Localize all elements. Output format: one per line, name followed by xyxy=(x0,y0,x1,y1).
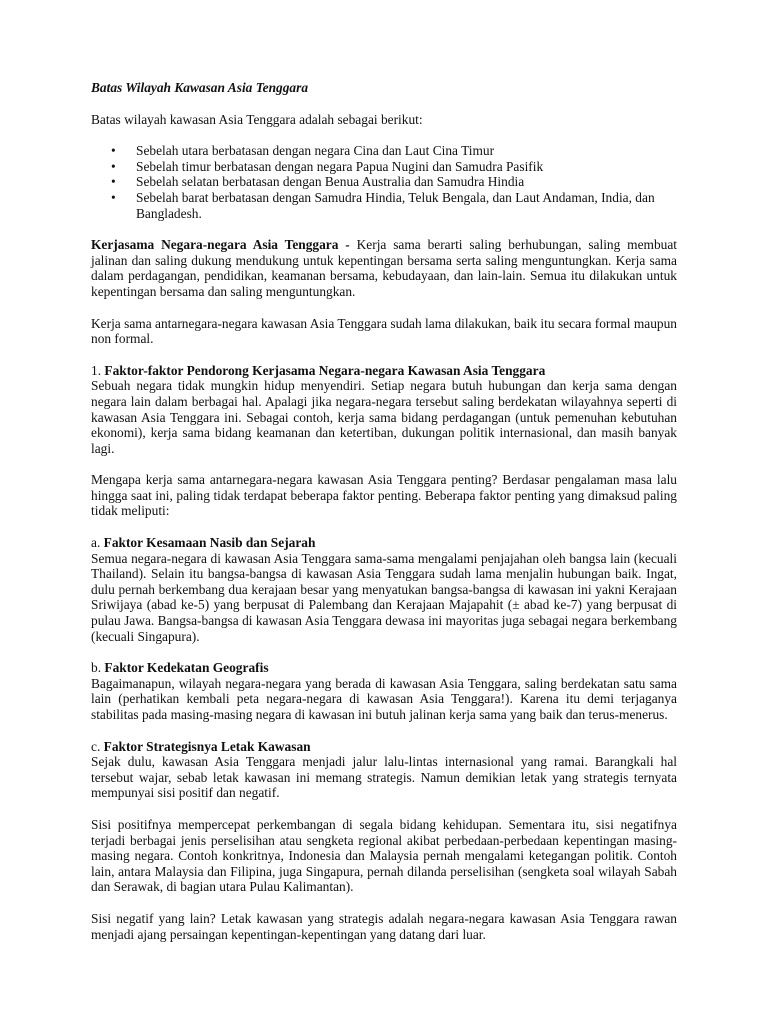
paragraph-mengapa: Mengapa kerja sama antarnegara-negara kawasan Asia Tenggara penting? Berdasar pengalaman masa lalu hingga saat ini, paling tidak terdapat beberapa faktor penting. Beberapa faktor penting yang dimaksud paling tidak meliputi: xyxy=(91,472,677,519)
section-1-heading xyxy=(91,363,677,379)
intro-paragraph: Batas wilayah kawasan Asia Tenggara adalah sebagai berikut: xyxy=(91,111,423,127)
section-b xyxy=(91,660,677,722)
section-b-title: Faktor Kedekatan Geografis xyxy=(104,660,269,676)
border-item-west: • Sebelah barat berbatasan dengan Samudra Hindia, Teluk Bengala, dan Laut Andaman, India, dan Bangladesh. xyxy=(136,190,677,221)
section-b-heading xyxy=(91,660,677,676)
section-1-body: Sebuah negara tidak mungkin hidup menyendiri. Setiap negara butuh hubungan dan kerja sama dengan negara lain dalam berbagai hal. Apalagi jika negara-negara tersebut saling berdekatan wilayahnya seperti di kawasan Asia Tenggara ini. Sebagai contoh, kerja sama bidang perdagangan (untuk pemenuhan kebutuhan ekonomi), kerja sama bidang keamanan dan ketertiban, dukungan politik internasional, dan masih banyak lagi. xyxy=(91,378,677,456)
section-1-number: 1. xyxy=(91,362,105,378)
kerjasama-heading: Kerjasama Negara-negara Asia Tenggara - xyxy=(91,237,350,253)
document-title: Batas Wilayah Kawasan Asia Tenggara xyxy=(91,80,309,95)
kerjasama-paragraph xyxy=(91,237,677,299)
section-b-number: b. xyxy=(91,660,105,676)
section-c-title: Faktor Strategisnya Letak Kawasan xyxy=(103,738,311,754)
border-item-south: • Sebelah selatan berbatasan dengan Benua Australia dan Samudra Hindia xyxy=(136,174,677,190)
section-a-title: Faktor Kesamaan Nasib dan Sejarah xyxy=(103,535,316,551)
section-c-heading xyxy=(91,739,677,755)
border-list xyxy=(91,143,677,221)
section-1-title: Faktor-faktor Pendorong Kerjasama Negara-negara Kawasan Asia Tenggara xyxy=(104,362,546,378)
border-item-east: • Sebelah timur berbatasan dengan negara Papua Nugini dan Samudra Pasifik xyxy=(136,159,677,175)
section-c xyxy=(91,739,677,801)
border-item-north: • Sebelah utara berbatasan dengan negara Cina dan Laut Cina Timur xyxy=(136,143,677,159)
kerjasama-text: Kerja sama berarti saling berhubungan, saling membuat jalinan dan saling dukung mendukung untuk kepentingan bersama serta saling menguntungkan. Kerja sama dalam perdagangan, pendidikan, keamanan bersama, kebudayaan, dan lain-lain. Semua itu dilakukan untuk kepentingan bersama dan saling menguntungkan. xyxy=(91,237,678,299)
section-c-body: Sejak dulu, kawasan Asia Tenggara menjadi jalur lalu-lintas internasional yang ramai. Barangkali hal tersebut wajar, sebab letak kawasan ini memang strategis. Namun demikian letak yang strategis ternyata mempunyai sisi positif dan negatif. xyxy=(91,754,677,801)
section-b-body: Bagaimanapun, wilayah negara-negara yang berada di kawasan Asia Tenggara, saling berdekatan satu sama lain (perhatikan kembali peta negara-negara di kawasan Asia Tenggara!). Karena itu demi terjaganya stabilitas pada masing-masing negara di kawasan ini butuh jalinan kerja sama yang baik dan terus-menerus. xyxy=(91,675,677,722)
section-a-number: a. xyxy=(91,535,104,551)
section-c-number: c. xyxy=(91,738,104,754)
section-a xyxy=(91,535,677,644)
paragraph-sisi-negatif: Sisi negatif yang lain? Letak kawasan yang strategis adalah negara-negara kawasan Asia Tenggara rawan menjadi ajang persaingan kepentingan-kepentingan yang datang dari luar. xyxy=(91,910,677,942)
section-a-heading xyxy=(91,535,677,551)
section-1 xyxy=(91,363,677,457)
section-a-body: Semua negara-negara di kawasan Asia Tenggara sama-sama mengalami penjajahan oleh bangsa lain (kecuali Thailand). Selain itu bangsa-bangsa di kawasan Asia Tenggara sudah lama menjalin hubungan baik. Ingat, dulu pernah berkembang dua kerajaan besar yang menyatukan bangsa-bangsa di kawasan ini yakni Kerajaan Sriwijaya (abad ke-5) yang berpusat di Palembang dan Kerajaan Majapahit (± abad ke-7) yang berpusat di pulau Jawa. Bangsa-bangsa di kawasan Asia Tenggara dewasa ini mayoritas juga sebagai negara berkembang (kecuali Singapura). xyxy=(91,550,677,644)
paragraph-sisi-positif: Sisi positifnya mempercepat perkembangan di segala bidang kehidupan. Sementara itu, sisi negatifnya terjadi berbagai jenis perselisihan atau sengketa regional akibat perbedaan-perbedaan kepentingan masing-masing negara. Contoh konkritnya, Indonesia dan Malaysia pernah mengalami ketegangan politik. Contoh lain, antara Malaysia dan Filipina, juga Singapura, pernah dilanda perselisihan (sengketa soal wilayah Sabah dan Serawak, di bagian utara Pulau Kalimantan). xyxy=(91,816,677,895)
paragraph-kerjasama-lama: Kerja sama antarnegara-negara kawasan Asia Tenggara sudah lama dilakukan, baik itu secara formal maupun non formal. xyxy=(91,315,677,347)
